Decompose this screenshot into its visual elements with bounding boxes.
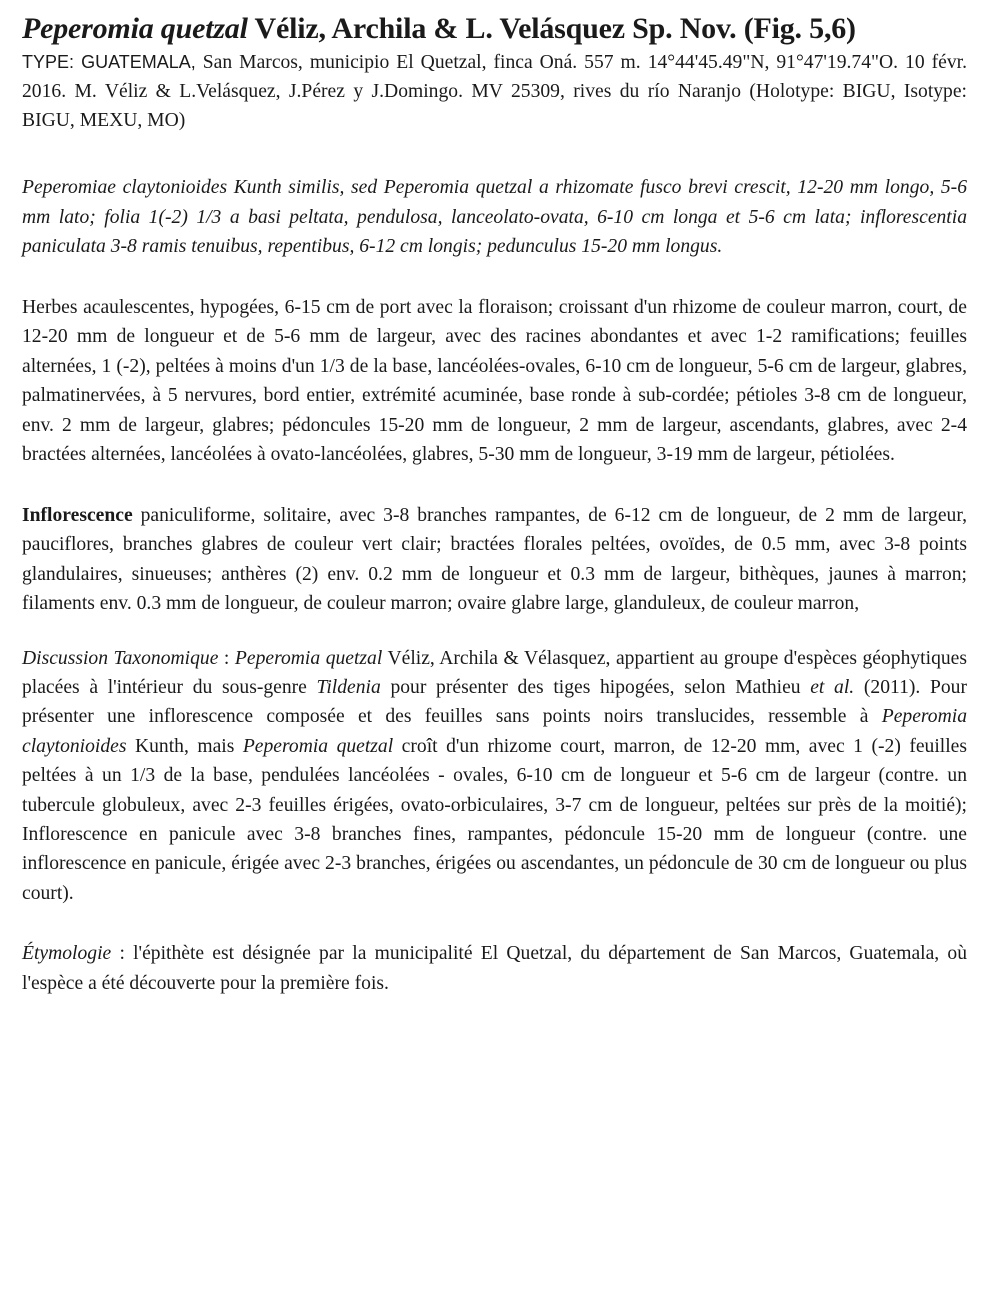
document-page (22, 12, 967, 998)
type-specimen-paragraph (22, 48, 967, 135)
species-name: Peperomia quetzal (22, 12, 248, 45)
inflorescence-text: paniculiforme, solitaire, avec 3-8 branches rampantes, de 6-12 cm de longueur, de 2 mm de largeur, pauciflores, branches glabres de couleur vert clair; bractées florales peltées, ovoïdes, de 0.5 mm, avec 3-8 points glandulaires, sinueuses; anthères (2) env. 0.2 mm de longueur et 0.3 mm de largeur, bithèques, jaunes à marron; filaments env. 0.3 mm de longueur, de couleur marron; ovaire glabre large, glanduleux, de couleur marron, (22, 504, 967, 614)
discussion-subgenus: Tildenia (316, 676, 381, 698)
discussion-species-2: Peperomia claytonioides (22, 706, 967, 757)
discussion-heading: Discussion Taxonomique (22, 647, 219, 669)
discussion-text-4: Kunth, mais (126, 735, 243, 757)
species-title (22, 12, 967, 46)
discussion-text-2: pour présenter des tiges hipogées, selon Mathieu (380, 676, 811, 698)
description-paragraph: Herbes acaulescentes, hypogées, 6-15 cm de port avec la floraison; croissant d'un rhizome de couleur marron, court, de 12-20 mm de longueur et de 5-6 mm de largeur, avec des racines abondantes et avec 1-2 ramifications; feuilles alternées, 1 (-2), peltées à moins d'un 1/3 de la base, lancéolées-ovales, 6-10 cm de longueur, 5-6 cm de largeur, glabres, palmatinervées, à 5 nervures, bord entier, extrémité acuminée, base ronde à sub-cordée; pétioles 3-8 cm de longueur, env. 2 mm de largeur, glabres; pédoncules 15-20 mm de longueur, 2 mm de largeur, ascendants, glabres, avec 2-4 bractées alternées, lancéolées à ovato-lancéolées, glabres, 5-30 mm de longueur, 3-19 mm de largeur, pétiolées. (22, 296, 967, 465)
discussion-text-3: (2011). Pour présenter une inflorescence composée et des feuilles sans points noirs translucides, ressemble à (22, 676, 967, 728)
discussion-separator: : (218, 647, 235, 669)
type-details: San Marcos, municipio El Quetzal, finca Oná. 557 m. 14°44'45.49"N, 91°47'19.74"O. 10 févr. 2016. M. Véliz & L.Velásquez, J.Pérez y J.Domingo. MV 25309, rives du río Naranjo (Holotype: BIGU, Isotype: BIGU, MEXU, MO) (22, 52, 967, 131)
etymology-heading: Étymologie (22, 943, 112, 965)
discussion-et-al: et al. (810, 676, 855, 698)
discussion-species-1: Peperomia quetzal (234, 647, 383, 669)
inflorescence-heading: Inflorescence (22, 504, 133, 526)
etymology-paragraph (22, 939, 967, 998)
type-label: TYPE: GUATEMALA, (22, 52, 196, 72)
species-authors: Véliz, Archila & L. Velásquez Sp. Nov. (Fig. 5,6) (247, 12, 856, 45)
etymology-text: : l'épithète est désignée par la municipalité El Quetzal, du département de San Marcos, Guatemala, où l'espèce a été découverte pour la première fois. (22, 943, 967, 994)
discussion-paragraph (22, 644, 967, 909)
discussion-species-3: Peperomia quetzal (242, 735, 394, 757)
latin-diagnosis-paragraph: Peperomiae claytonioides Kunth similis, sed Peperomia quetzal a rhizomate fusco brevi crescit, 12-20 mm longo, 5-6 mm lato; folia 1(-2) 1/3 a basi peltata, pendulosa, lanceolato-ovata, 6-10 cm longa et 5-6 cm lata; inflorescentia paniculata 3-8 ramis tenuibus, repentibus, 6-12 cm longis; pedunculus 15-20 mm longus. (22, 177, 967, 257)
inflorescence-paragraph (22, 501, 967, 619)
discussion-text-5: croît d'un rhizome court, marron, de 12-20 mm, avec 1 (-2) feuilles peltées à un 1/3 de la base, pendulées lancéolées - ovales, 6-10 cm de longueur et 5-6 cm de largeur (contre. un tubercule globuleux, avec 2-3 feuilles érigées, ovato-orbiculaires, 3-7 cm de longueur, peltées sur près de la moitié); Inflorescence en panicule avec 3-8 branches fines, rampantes, pédoncule 15-20 mm de longueur (contre. une inflorescence en panicule, érigée avec 2-3 branches, érigées ou ascendantes, un pédoncule de 30 cm de longueur ou plus court). (22, 735, 967, 904)
discussion-text-1: Véliz, Archila & Vélasquez, appartient au groupe d'espèces géophytiques placées à l'intérieur du sous-genre (22, 647, 967, 698)
